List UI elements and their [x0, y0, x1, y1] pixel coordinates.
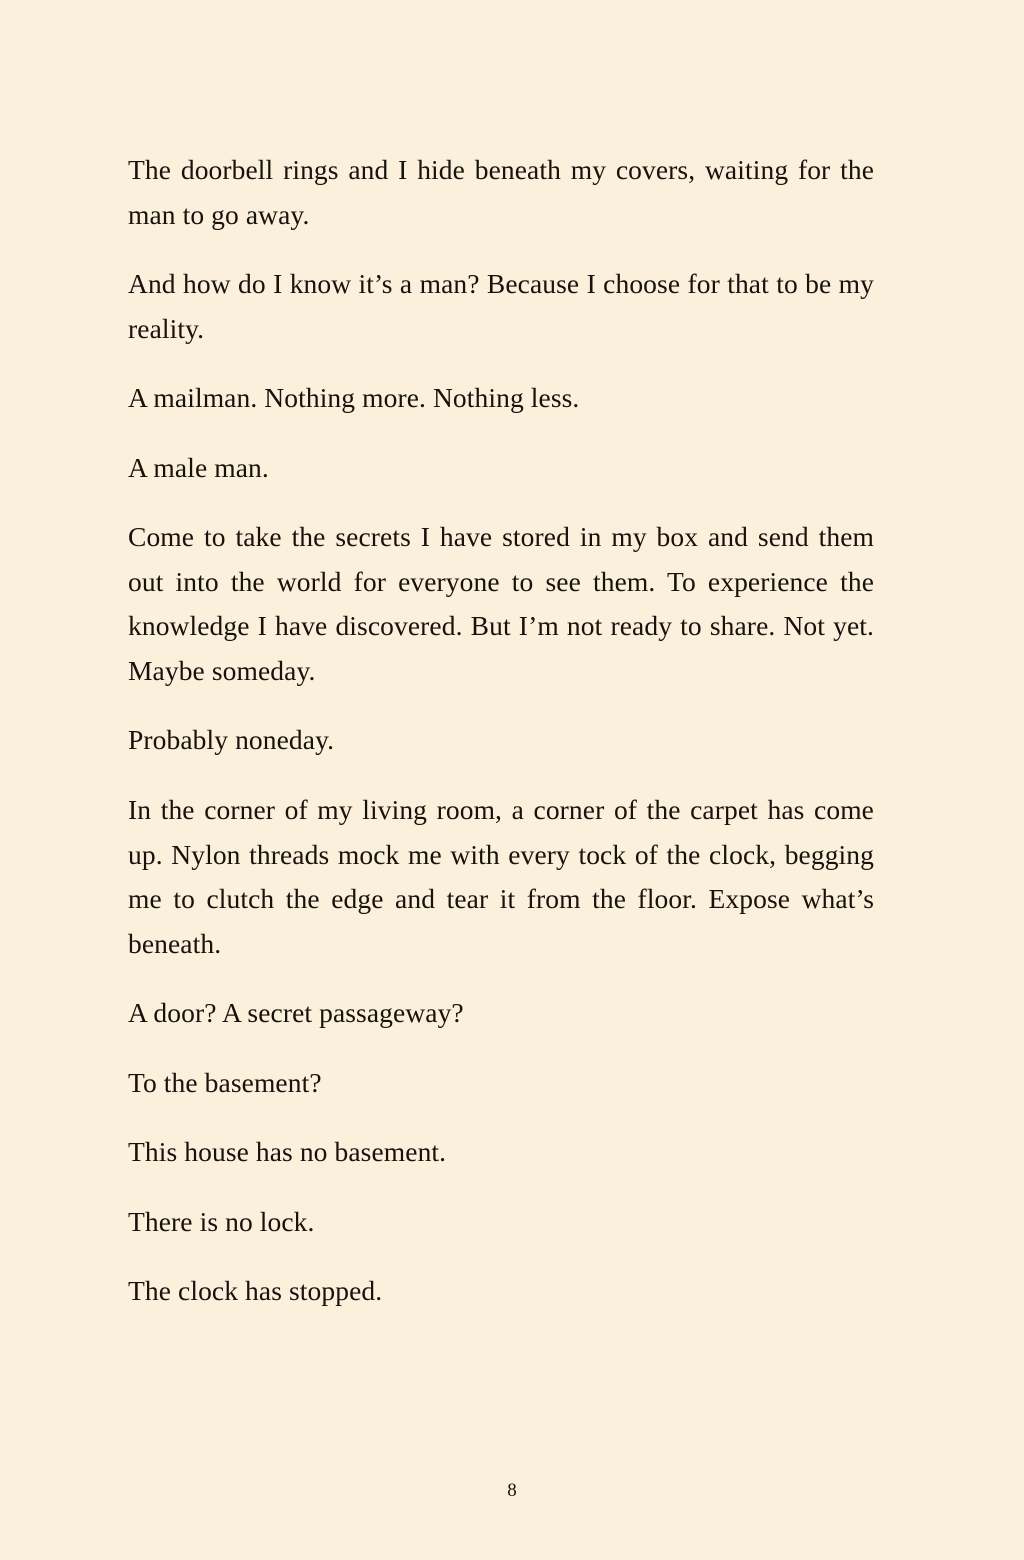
- paragraph: Come to take the secrets I have stored in my box and send them out into the world for everyone to see them. To experience the knowledge I have discovered. But I’m not ready to share. Not yet. Maybe someday.: [128, 521, 874, 686]
- paragraph: Probably noneday.: [128, 724, 335, 756]
- page-text-column: [128, 148, 874, 1314]
- paragraph: The doorbell rings and I hide beneath my covers, waiting for the man to go away.: [128, 154, 874, 230]
- page-number: 8: [507, 1480, 517, 1501]
- paragraph: A door? A secret passageway?: [128, 997, 464, 1029]
- paragraph: There is no lock.: [128, 1205, 315, 1237]
- paragraph: In the corner of my living room, a corner of the carpet has come up. Nylon threads mock me with every tock of the clock, begging me to clutch the edge and tear it from the floor. Expose what’s beneath.: [128, 794, 874, 959]
- paragraph: To the basement?: [128, 1066, 322, 1098]
- paragraph: This house has no basement.: [128, 1136, 447, 1168]
- paragraph: And how do I know it’s a man? Because I choose for that to be my reality.: [128, 268, 874, 344]
- paragraph: A mailman. Nothing more. Nothing less.: [128, 382, 580, 414]
- paragraph: A male man.: [128, 451, 269, 483]
- paragraph: The clock has stopped.: [128, 1275, 383, 1307]
